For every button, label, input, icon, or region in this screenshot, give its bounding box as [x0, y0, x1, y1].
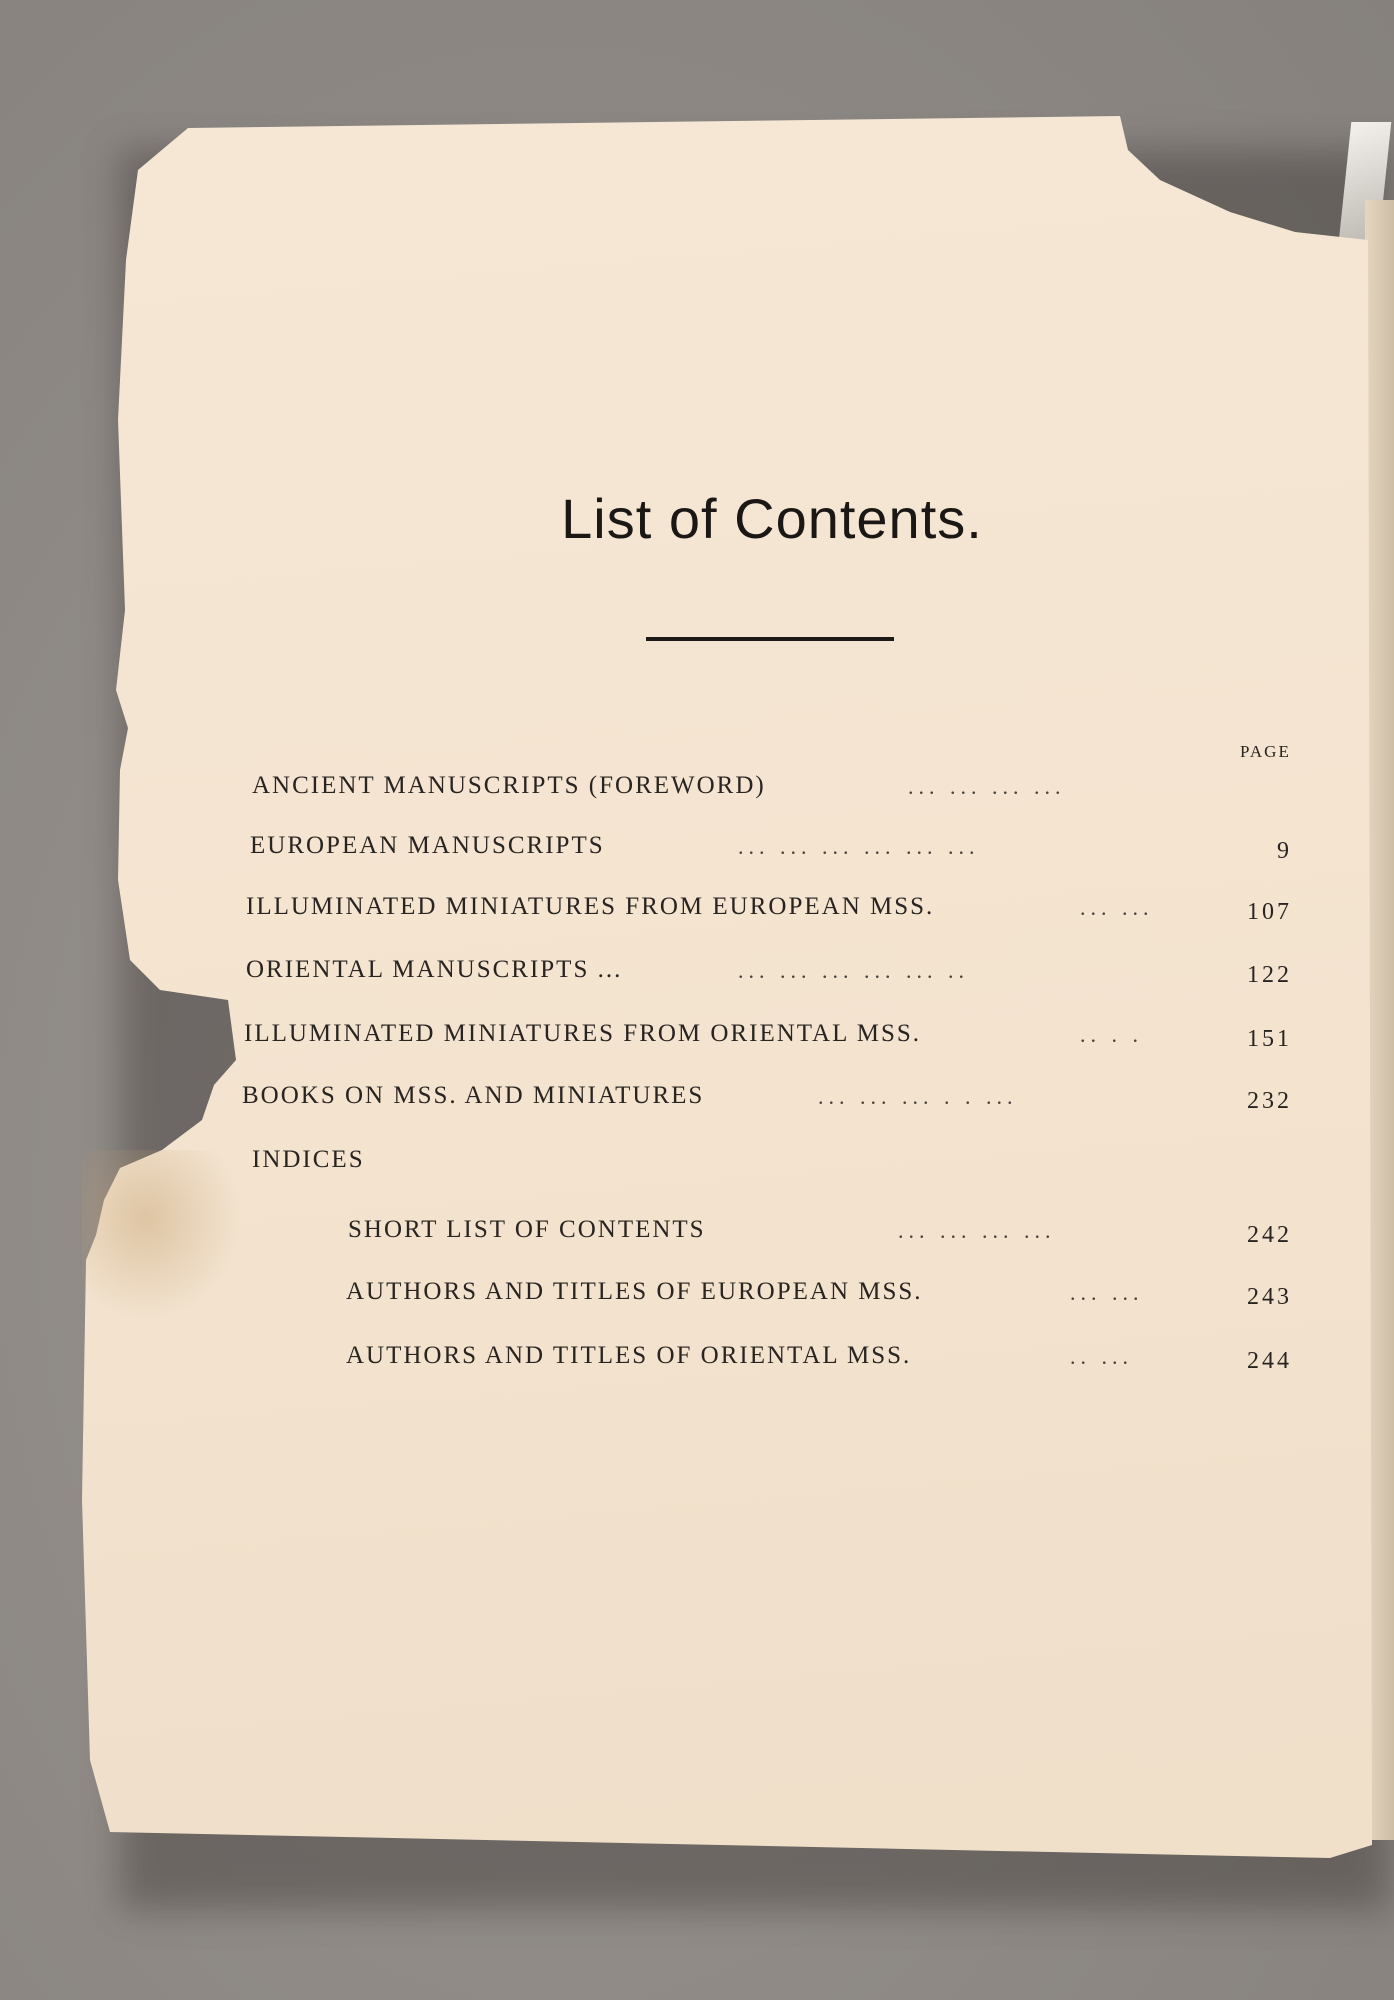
toc-entry-label: INDICES [252, 1146, 365, 1173]
toc-entry [0, 1216, 1394, 1256]
toc-entry-leader: ... ... ... ... ... .. [738, 958, 969, 983]
toc-entry-leader: ... ... ... ... [898, 1218, 1056, 1243]
toc-entry-label: SHORT LIST OF CONTENTS [348, 1216, 706, 1243]
toc-entry [0, 893, 1394, 933]
toc-entry-leader: ... ... [1070, 1280, 1144, 1305]
toc-entry [0, 1342, 1394, 1382]
toc-entry [0, 1146, 1394, 1186]
toc-entry-page: 244 [1247, 1348, 1292, 1374]
toc-entry-label: ORIENTAL MANUSCRIPTS ... [246, 956, 623, 983]
title-rule [646, 637, 894, 641]
toc-entry-label: ILLUMINATED MINIATURES FROM EUROPEAN MSS. [246, 893, 935, 920]
toc-entry-leader: ... ... [1080, 895, 1154, 920]
toc-entry-leader: ... ... ... . . ... [818, 1084, 1018, 1109]
toc-entry-label: AUTHORS AND TITLES OF ORIENTAL MSS. [346, 1342, 912, 1369]
toc-entry-page: 243 [1247, 1284, 1292, 1310]
toc-entry-label: ILLUMINATED MINIATURES FROM ORIENTAL MSS. [244, 1020, 921, 1047]
toc-entry [0, 772, 1394, 812]
toc-entry [0, 1020, 1394, 1060]
toc-entry-label: BOOKS ON MSS. AND MINIATURES [242, 1082, 705, 1109]
toc-entry-page: 151 [1247, 1026, 1292, 1052]
toc-entry-leader: .. . . [1080, 1022, 1143, 1047]
toc-entry-leader: ... ... ... ... ... ... [738, 834, 980, 859]
toc-entry-leader: ... ... ... ... [908, 774, 1066, 799]
toc-entry-label: AUTHORS AND TITLES OF EUROPEAN MSS. [346, 1278, 923, 1305]
toc-entry-leader: .. ... [1070, 1344, 1133, 1369]
toc-entry-label: ANCIENT MANUSCRIPTS (FOREWORD) [252, 772, 766, 799]
toc-entry-page: 122 [1247, 962, 1292, 988]
toc-entry [0, 1278, 1394, 1318]
toc-entry-label: EUROPEAN MANUSCRIPTS [250, 832, 605, 859]
toc-entry [0, 956, 1394, 996]
toc-entry-page: 9 [1277, 838, 1292, 864]
toc-entry [0, 832, 1394, 872]
toc-entry-page: 232 [1247, 1088, 1292, 1114]
page-column-heading: PAGE [1240, 742, 1291, 761]
page-title: List of Contents. [561, 487, 983, 550]
toc-entry-page: 107 [1247, 899, 1292, 925]
toc-entry [0, 1082, 1394, 1122]
toc-entry-page: 242 [1247, 1222, 1292, 1248]
